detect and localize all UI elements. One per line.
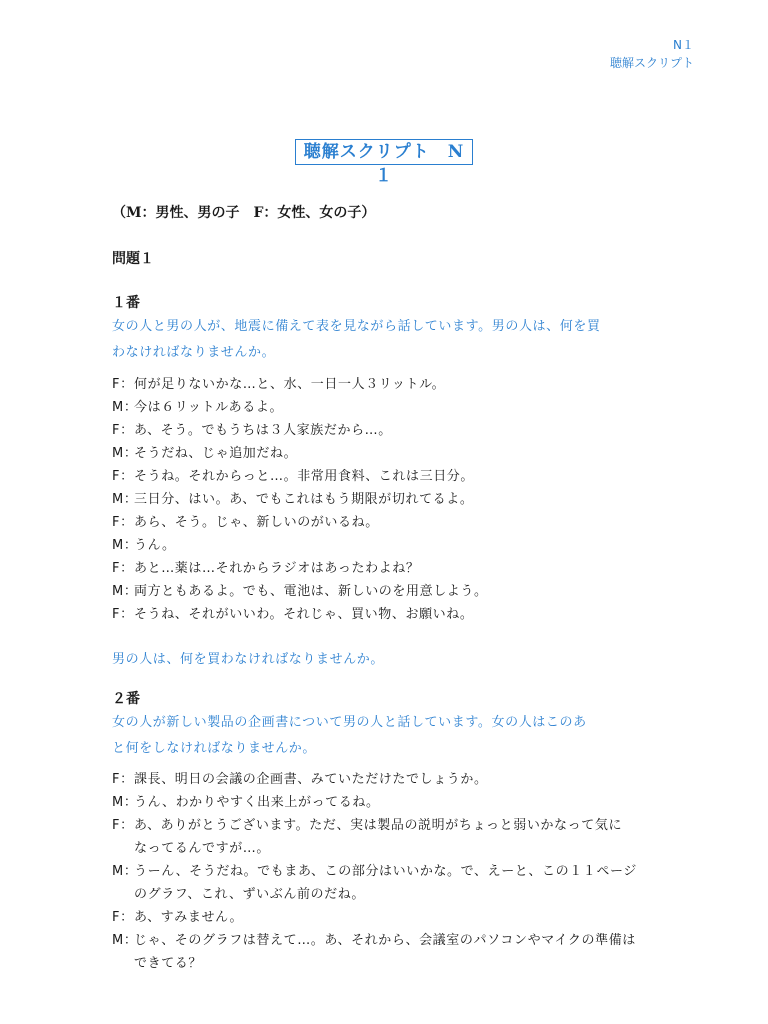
dialogue-line (112, 768, 672, 791)
speaker-label: F： (112, 910, 134, 925)
dialogue-text: あ、すみません。 (134, 910, 244, 925)
dialogue-line (112, 952, 672, 975)
speaker-label: M： (112, 795, 138, 810)
dialogue-text: うーん、そうだね。でもまあ、この部分はいいかな。で、えーと、この１１ページ (134, 864, 637, 879)
header-level: N１ (673, 38, 694, 52)
dialogue-text: あら、そう。じゃ、新しいのがいるね。 (134, 515, 379, 530)
speaker-label: F： (112, 772, 134, 787)
speaker-label: F： (112, 377, 134, 392)
problem-1-dialogue (112, 373, 672, 626)
dialogue-line (112, 465, 672, 488)
speaker-label (112, 837, 134, 860)
dialogue-line (112, 883, 672, 906)
speaker-label: F： (112, 561, 134, 576)
document-title: 聴解スクリプト N１ (295, 139, 473, 165)
dialogue-text: あ、ありがとうございます。ただ、実は製品の説明がちょっと弱いかなって気に (134, 818, 623, 833)
dialogue-line (112, 791, 672, 814)
speaker-label (112, 883, 134, 906)
dialogue-line (112, 603, 672, 626)
dialogue-text: あ、そう。でもうちは３人家族だから…。 (134, 423, 392, 438)
speaker-label: F： (112, 818, 134, 833)
speaker-label: M： (112, 584, 138, 599)
dialogue-line (112, 511, 672, 534)
dialogue-text: じゃ、そのグラフは替えて…。あ、それから、会議室のパソコンやマイクの準備は (134, 933, 636, 948)
dialogue-text: 今は６リットルあるよ。 (134, 400, 284, 415)
dialogue-text: そうだね、じゃ追加だね。 (134, 446, 298, 461)
dialogue-line (112, 814, 672, 837)
speaker-label: M： (112, 492, 138, 507)
dialogue-line (112, 580, 672, 603)
dialogue-line (112, 837, 672, 860)
dialogue-line (112, 488, 672, 511)
dialogue-line (112, 860, 672, 883)
dialogue-text: そうね、それがいいわ。それじゃ、買い物、お願いね。 (134, 607, 474, 622)
problem-2-intro (112, 710, 672, 762)
dialogue-text: そうね。それからっと…。非常用食料、これは三日分。 (134, 469, 475, 484)
problem-1-number: １番 (112, 295, 140, 311)
dialogue-line (112, 929, 672, 952)
speaker-label: M： (112, 400, 138, 415)
dialogue-text: 三日分、はい。あ、でもこれはもう期限が切れてるよ。 (134, 492, 474, 507)
speaker-legend: （M：男性、男の子 F：女性、女の子） (112, 205, 376, 221)
intro-line: 女の人が新しい製品の企画書について男の人と話しています。女の人はこのあ (112, 715, 587, 730)
dialogue-text: あと…薬は…それからラジオはあったわよね？ (134, 561, 420, 576)
intro-line: わなければなりませんか。 (112, 345, 276, 360)
header-doc-title: 聴解スクリプト (609, 56, 694, 70)
speaker-label: F： (112, 423, 134, 438)
problem-2-number: ２番 (112, 691, 140, 707)
speaker-label: F： (112, 469, 134, 484)
section-heading: 問題１ (112, 251, 154, 267)
speaker-label: F： (112, 515, 134, 530)
dialogue-line (112, 906, 672, 929)
dialogue-text: 課長、明日の会議の企画書、みていただけたでしょうか。 (134, 772, 488, 787)
dialogue-text: うん。 (134, 538, 176, 553)
dialogue-line (112, 557, 672, 580)
dialogue-text: できてる？ (134, 956, 203, 971)
intro-line: と何をしなければなりませんか。 (112, 741, 317, 756)
dialogue-text: 両方ともあるよ。でも、電池は、新しいのを用意しよう。 (134, 584, 488, 599)
problem-2-dialogue (112, 768, 672, 975)
speaker-label: M： (112, 933, 138, 948)
dialogue-text: うん、わかりやすく出来上がってるね。 (134, 795, 380, 810)
problem-1-question: 男の人は、何を買わなければなりませんか。 (112, 652, 385, 667)
dialogue-text: のグラフ、これ、ずいぶん前のだね。 (134, 887, 365, 902)
dialogue-text: 何が足りないかな…と、水、一日一人３リットル。 (134, 377, 446, 392)
speaker-label: F： (112, 607, 134, 622)
dialogue-line (112, 373, 672, 396)
speaker-label: M： (112, 446, 138, 461)
page-header (610, 36, 694, 72)
speaker-label: M： (112, 864, 138, 879)
dialogue-text: なってるんですが…。 (134, 841, 271, 856)
problem-1-intro (112, 314, 672, 366)
speaker-label (112, 952, 134, 975)
dialogue-line (112, 442, 672, 465)
dialogue-line (112, 419, 672, 442)
dialogue-line (112, 396, 672, 419)
intro-line: 女の人と男の人が、地震に備えて表を見ながら話しています。男の人は、何を買 (112, 319, 601, 334)
dialogue-line (112, 534, 672, 557)
speaker-label: M： (112, 538, 138, 553)
